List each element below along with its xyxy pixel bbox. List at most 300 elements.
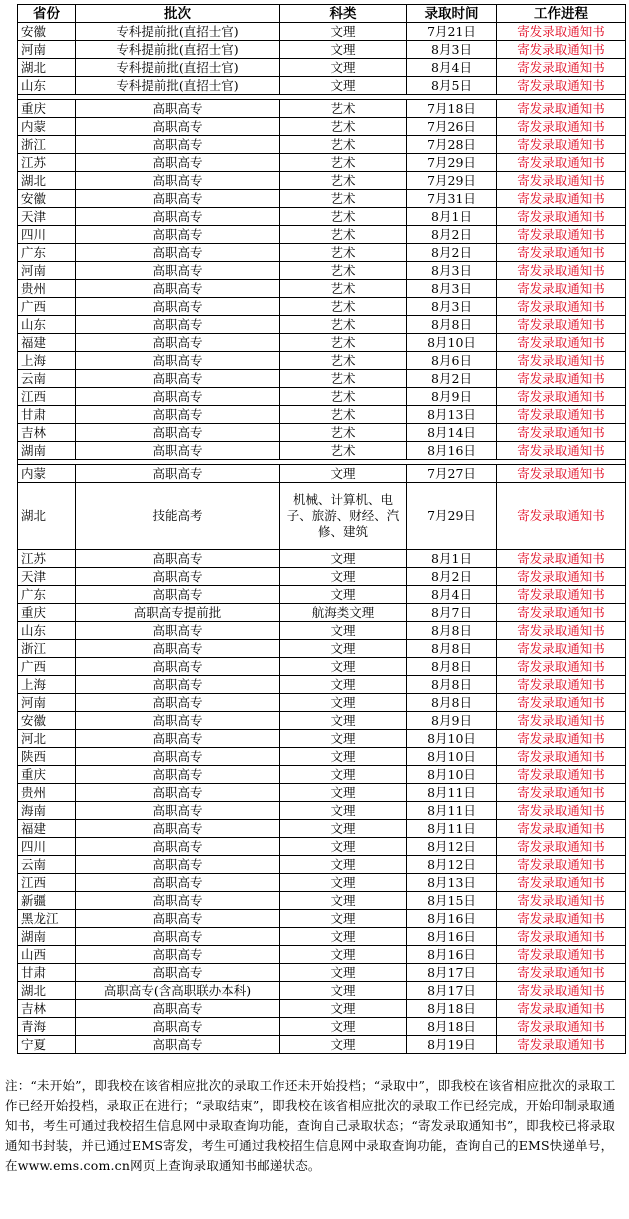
table-row bbox=[18, 1000, 626, 1018]
cell-batch: 高职高专 bbox=[76, 658, 280, 676]
cell-province: 内蒙 bbox=[18, 465, 76, 483]
cell-subject: 文理 bbox=[280, 1000, 407, 1018]
cell-subject: 艺术 bbox=[280, 136, 407, 154]
cell-batch: 高职高专 bbox=[76, 838, 280, 856]
table-row bbox=[18, 946, 626, 964]
cell-admission-date: 8月3日 bbox=[407, 280, 497, 298]
cell-batch: 专科提前批(直招士官) bbox=[76, 77, 280, 95]
cell-progress-status: 寄发录取通知书 bbox=[497, 622, 626, 640]
cell-subject: 艺术 bbox=[280, 424, 407, 442]
cell-admission-date: 8月13日 bbox=[407, 406, 497, 424]
cell-province: 河南 bbox=[18, 41, 76, 59]
cell-progress-status: 寄发录取通知书 bbox=[497, 946, 626, 964]
cell-admission-date: 8月3日 bbox=[407, 262, 497, 280]
table-row bbox=[18, 658, 626, 676]
table-row bbox=[18, 154, 626, 172]
cell-subject: 文理 bbox=[280, 910, 407, 928]
cell-subject: 文理 bbox=[280, 928, 407, 946]
cell-admission-date: 7月29日 bbox=[407, 172, 497, 190]
cell-province: 重庆 bbox=[18, 604, 76, 622]
cell-batch: 高职高专 bbox=[76, 784, 280, 802]
header-province: 省份 bbox=[18, 5, 76, 23]
cell-admission-date: 8月4日 bbox=[407, 59, 497, 77]
cell-progress-status: 寄发录取通知书 bbox=[497, 442, 626, 460]
cell-progress-status: 寄发录取通知书 bbox=[497, 550, 626, 568]
cell-progress-status: 寄发录取通知书 bbox=[497, 334, 626, 352]
table-row bbox=[18, 352, 626, 370]
cell-progress-status: 寄发录取通知书 bbox=[497, 100, 626, 118]
cell-subject: 艺术 bbox=[280, 118, 407, 136]
cell-admission-date: 8月7日 bbox=[407, 604, 497, 622]
cell-admission-date: 7月28日 bbox=[407, 136, 497, 154]
admission-table-container bbox=[17, 4, 625, 1054]
cell-province: 新疆 bbox=[18, 892, 76, 910]
header-progress: 工作进程 bbox=[497, 5, 626, 23]
cell-province: 广西 bbox=[18, 298, 76, 316]
cell-subject: 文理 bbox=[280, 658, 407, 676]
cell-province: 福建 bbox=[18, 334, 76, 352]
cell-progress-status: 寄发录取通知书 bbox=[497, 136, 626, 154]
cell-province: 广西 bbox=[18, 658, 76, 676]
cell-province: 四川 bbox=[18, 838, 76, 856]
cell-progress-status: 寄发录取通知书 bbox=[497, 586, 626, 604]
cell-subject: 文理 bbox=[280, 874, 407, 892]
table-row bbox=[18, 23, 626, 41]
table-row bbox=[18, 694, 626, 712]
cell-province: 广东 bbox=[18, 244, 76, 262]
cell-admission-date: 8月10日 bbox=[407, 748, 497, 766]
table-row bbox=[18, 1036, 626, 1054]
table-row bbox=[18, 244, 626, 262]
cell-province: 湖北 bbox=[18, 982, 76, 1000]
table-row bbox=[18, 820, 626, 838]
cell-progress-status: 寄发录取通知书 bbox=[497, 730, 626, 748]
cell-province: 湖南 bbox=[18, 442, 76, 460]
cell-province: 湖南 bbox=[18, 928, 76, 946]
cell-batch: 高职高专 bbox=[76, 244, 280, 262]
cell-progress-status: 寄发录取通知书 bbox=[497, 820, 626, 838]
cell-subject: 艺术 bbox=[280, 406, 407, 424]
cell-subject: 文理 bbox=[280, 712, 407, 730]
cell-batch: 高职高专 bbox=[76, 640, 280, 658]
cell-subject: 文理 bbox=[280, 1036, 407, 1054]
cell-province: 四川 bbox=[18, 226, 76, 244]
cell-admission-date: 8月18日 bbox=[407, 1018, 497, 1036]
cell-progress-status: 寄发录取通知书 bbox=[497, 1018, 626, 1036]
table-row bbox=[18, 334, 626, 352]
cell-batch: 高职高专 bbox=[76, 118, 280, 136]
cell-batch: 高职高专 bbox=[76, 964, 280, 982]
cell-batch: 高职高专 bbox=[76, 712, 280, 730]
cell-progress-status: 寄发录取通知书 bbox=[497, 298, 626, 316]
cell-admission-date: 8月16日 bbox=[407, 946, 497, 964]
cell-province: 重庆 bbox=[18, 766, 76, 784]
cell-province: 天津 bbox=[18, 208, 76, 226]
table-row bbox=[18, 730, 626, 748]
cell-admission-date: 8月14日 bbox=[407, 424, 497, 442]
cell-subject: 艺术 bbox=[280, 100, 407, 118]
cell-admission-date: 8月12日 bbox=[407, 838, 497, 856]
table-row bbox=[18, 172, 626, 190]
table-row bbox=[18, 41, 626, 59]
cell-progress-status: 寄发录取通知书 bbox=[497, 910, 626, 928]
cell-province: 吉林 bbox=[18, 424, 76, 442]
cell-progress-status: 寄发录取通知书 bbox=[497, 388, 626, 406]
cell-admission-date: 7月27日 bbox=[407, 465, 497, 483]
table-row bbox=[18, 874, 626, 892]
table-row bbox=[18, 712, 626, 730]
cell-subject: 艺术 bbox=[280, 298, 407, 316]
table-row bbox=[18, 892, 626, 910]
table-row bbox=[18, 964, 626, 982]
cell-province: 贵州 bbox=[18, 280, 76, 298]
table-row bbox=[18, 784, 626, 802]
cell-batch: 高职高专 bbox=[76, 766, 280, 784]
cell-batch: 高职高专 bbox=[76, 802, 280, 820]
cell-subject: 艺术 bbox=[280, 226, 407, 244]
cell-subject: 文理 bbox=[280, 465, 407, 483]
cell-batch: 高职高专 bbox=[76, 910, 280, 928]
cell-progress-status: 寄发录取通知书 bbox=[497, 118, 626, 136]
cell-progress-status: 寄发录取通知书 bbox=[497, 856, 626, 874]
table-row bbox=[18, 550, 626, 568]
cell-progress-status: 寄发录取通知书 bbox=[497, 59, 626, 77]
cell-province: 天津 bbox=[18, 568, 76, 586]
cell-admission-date: 8月8日 bbox=[407, 658, 497, 676]
cell-subject: 文理 bbox=[280, 784, 407, 802]
cell-progress-status: 寄发录取通知书 bbox=[497, 928, 626, 946]
cell-subject: 文理 bbox=[280, 892, 407, 910]
table-row bbox=[18, 910, 626, 928]
cell-progress-status: 寄发录取通知书 bbox=[497, 41, 626, 59]
table-row bbox=[18, 442, 626, 460]
cell-batch: 高职高专 bbox=[76, 172, 280, 190]
cell-progress-status: 寄发录取通知书 bbox=[497, 640, 626, 658]
cell-admission-date: 8月11日 bbox=[407, 820, 497, 838]
cell-province: 云南 bbox=[18, 856, 76, 874]
cell-admission-date: 8月16日 bbox=[407, 928, 497, 946]
table-row bbox=[18, 1018, 626, 1036]
cell-province: 内蒙 bbox=[18, 118, 76, 136]
cell-batch: 高职高专 bbox=[76, 892, 280, 910]
cell-province: 云南 bbox=[18, 370, 76, 388]
table-row bbox=[18, 856, 626, 874]
cell-province: 贵州 bbox=[18, 784, 76, 802]
cell-subject: 文理 bbox=[280, 802, 407, 820]
cell-progress-status: 寄发录取通知书 bbox=[497, 784, 626, 802]
cell-admission-date: 8月1日 bbox=[407, 208, 497, 226]
cell-progress-status: 寄发录取通知书 bbox=[497, 208, 626, 226]
table-row bbox=[18, 316, 626, 334]
cell-subject: 文理 bbox=[280, 982, 407, 1000]
cell-admission-date: 8月11日 bbox=[407, 802, 497, 820]
cell-subject: 文理 bbox=[280, 550, 407, 568]
cell-admission-date: 8月15日 bbox=[407, 892, 497, 910]
cell-subject: 艺术 bbox=[280, 262, 407, 280]
cell-progress-status: 寄发录取通知书 bbox=[497, 316, 626, 334]
cell-batch: 高职高专 bbox=[76, 100, 280, 118]
cell-progress-status: 寄发录取通知书 bbox=[497, 406, 626, 424]
table-row bbox=[18, 676, 626, 694]
table-row bbox=[18, 622, 626, 640]
cell-admission-date: 8月6日 bbox=[407, 352, 497, 370]
cell-batch: 高职高专 bbox=[76, 550, 280, 568]
cell-admission-date: 8月17日 bbox=[407, 964, 497, 982]
cell-progress-status: 寄发录取通知书 bbox=[497, 712, 626, 730]
cell-admission-date: 7月21日 bbox=[407, 23, 497, 41]
cell-progress-status: 寄发录取通知书 bbox=[497, 1036, 626, 1054]
cell-batch: 高职高专 bbox=[76, 874, 280, 892]
table-row bbox=[18, 59, 626, 77]
cell-province: 广东 bbox=[18, 586, 76, 604]
cell-progress-status: 寄发录取通知书 bbox=[497, 465, 626, 483]
cell-province: 湖北 bbox=[18, 483, 76, 550]
cell-province: 福建 bbox=[18, 820, 76, 838]
cell-admission-date: 8月1日 bbox=[407, 550, 497, 568]
cell-progress-status: 寄发录取通知书 bbox=[497, 172, 626, 190]
table-row bbox=[18, 370, 626, 388]
cell-progress-status: 寄发录取通知书 bbox=[497, 262, 626, 280]
cell-subject: 航海类文理 bbox=[280, 604, 407, 622]
table-row bbox=[18, 568, 626, 586]
cell-batch: 高职高专提前批 bbox=[76, 604, 280, 622]
cell-progress-status: 寄发录取通知书 bbox=[497, 154, 626, 172]
cell-subject: 文理 bbox=[280, 766, 407, 784]
cell-batch: 高职高专 bbox=[76, 946, 280, 964]
cell-province: 上海 bbox=[18, 676, 76, 694]
cell-admission-date: 8月3日 bbox=[407, 41, 497, 59]
cell-batch: 技能高考 bbox=[76, 483, 280, 550]
cell-province: 浙江 bbox=[18, 136, 76, 154]
cell-admission-date: 8月2日 bbox=[407, 370, 497, 388]
cell-batch: 高职高专 bbox=[76, 622, 280, 640]
cell-progress-status: 寄发录取通知书 bbox=[497, 604, 626, 622]
cell-admission-date: 8月4日 bbox=[407, 586, 497, 604]
cell-admission-date: 8月5日 bbox=[407, 77, 497, 95]
cell-province: 江苏 bbox=[18, 154, 76, 172]
cell-subject: 艺术 bbox=[280, 172, 407, 190]
cell-progress-status: 寄发录取通知书 bbox=[497, 676, 626, 694]
cell-batch: 高职高专 bbox=[76, 748, 280, 766]
cell-subject: 文理 bbox=[280, 820, 407, 838]
table-row bbox=[18, 748, 626, 766]
cell-batch: 高职高专 bbox=[76, 316, 280, 334]
cell-progress-status: 寄发录取通知书 bbox=[497, 1000, 626, 1018]
cell-progress-status: 寄发录取通知书 bbox=[497, 23, 626, 41]
cell-subject: 艺术 bbox=[280, 154, 407, 172]
cell-subject: 文理 bbox=[280, 77, 407, 95]
cell-batch: 高职高专 bbox=[76, 406, 280, 424]
cell-province: 江西 bbox=[18, 388, 76, 406]
cell-batch: 高职高专 bbox=[76, 208, 280, 226]
cell-subject: 文理 bbox=[280, 586, 407, 604]
cell-admission-date: 7月29日 bbox=[407, 483, 497, 550]
table-row bbox=[18, 118, 626, 136]
cell-province: 江苏 bbox=[18, 550, 76, 568]
cell-batch: 高职高专 bbox=[76, 730, 280, 748]
cell-province: 安徽 bbox=[18, 712, 76, 730]
cell-batch: 高职高专 bbox=[76, 388, 280, 406]
cell-subject: 艺术 bbox=[280, 208, 407, 226]
cell-province: 河北 bbox=[18, 730, 76, 748]
cell-province: 陕西 bbox=[18, 748, 76, 766]
table-row bbox=[18, 424, 626, 442]
cell-subject: 文理 bbox=[280, 748, 407, 766]
cell-batch: 高职高专 bbox=[76, 1018, 280, 1036]
cell-province: 海南 bbox=[18, 802, 76, 820]
cell-admission-date: 7月18日 bbox=[407, 100, 497, 118]
table-row bbox=[18, 280, 626, 298]
cell-province: 上海 bbox=[18, 352, 76, 370]
cell-subject: 文理 bbox=[280, 964, 407, 982]
cell-progress-status: 寄发录取通知书 bbox=[497, 568, 626, 586]
cell-subject: 文理 bbox=[280, 622, 407, 640]
cell-batch: 高职高专 bbox=[76, 262, 280, 280]
cell-progress-status: 寄发录取通知书 bbox=[497, 874, 626, 892]
cell-province: 山西 bbox=[18, 946, 76, 964]
cell-subject: 文理 bbox=[280, 41, 407, 59]
cell-admission-date: 8月2日 bbox=[407, 568, 497, 586]
cell-batch: 高职高专(含高职联办本科) bbox=[76, 982, 280, 1000]
cell-progress-status: 寄发录取通知书 bbox=[497, 982, 626, 1000]
cell-batch: 高职高专 bbox=[76, 226, 280, 244]
cell-progress-status: 寄发录取通知书 bbox=[497, 658, 626, 676]
cell-subject: 文理 bbox=[280, 568, 407, 586]
cell-progress-status: 寄发录取通知书 bbox=[497, 838, 626, 856]
cell-batch: 高职高专 bbox=[76, 820, 280, 838]
table-row bbox=[18, 388, 626, 406]
table-row bbox=[18, 226, 626, 244]
cell-progress-status: 寄发录取通知书 bbox=[497, 280, 626, 298]
cell-progress-status: 寄发录取通知书 bbox=[497, 77, 626, 95]
cell-progress-status: 寄发录取通知书 bbox=[497, 892, 626, 910]
cell-subject: 文理 bbox=[280, 730, 407, 748]
cell-province: 重庆 bbox=[18, 100, 76, 118]
cell-province: 吉林 bbox=[18, 1000, 76, 1018]
table-row bbox=[18, 208, 626, 226]
cell-progress-status: 寄发录取通知书 bbox=[497, 694, 626, 712]
cell-batch: 高职高专 bbox=[76, 370, 280, 388]
cell-batch: 高职高专 bbox=[76, 928, 280, 946]
cell-admission-date: 8月2日 bbox=[407, 244, 497, 262]
cell-admission-date: 8月18日 bbox=[407, 1000, 497, 1018]
cell-progress-status: 寄发录取通知书 bbox=[497, 370, 626, 388]
table-row bbox=[18, 298, 626, 316]
cell-province: 安徽 bbox=[18, 23, 76, 41]
cell-admission-date: 8月11日 bbox=[407, 784, 497, 802]
table-row bbox=[18, 586, 626, 604]
header-admission-date: 录取时间 bbox=[407, 5, 497, 23]
cell-admission-date: 8月2日 bbox=[407, 226, 497, 244]
cell-batch: 高职高专 bbox=[76, 190, 280, 208]
table-row bbox=[18, 190, 626, 208]
cell-progress-status: 寄发录取通知书 bbox=[497, 802, 626, 820]
cell-batch: 专科提前批(直招士官) bbox=[76, 59, 280, 77]
footnote: 注：“未开始”，即我校在该省相应批次的录取工作还未开始投档；“录取中”，即我校在该省相应批次的录取工作已经开始投档，录取正在进行；“录取结束”，即我校在该省相应批次的录取工作已经完成，开始印制录取通知书，考生可通过我校招生信息网中录取查询功能，查询自己录取状态；“寄发录取通知书”，即我校已将录取通知书封装，并已通过EMS寄发，考生可通过我校招生信息网中录取查询功能，查询自己的EMS快递单号，在www.ems.com.cn网页上查询录取通知书邮递状态。 bbox=[5, 1078, 616, 1173]
cell-batch: 高职高专 bbox=[76, 352, 280, 370]
cell-province: 安徽 bbox=[18, 190, 76, 208]
cell-batch: 高职高专 bbox=[76, 856, 280, 874]
cell-batch: 高职高专 bbox=[76, 1000, 280, 1018]
cell-batch: 高职高专 bbox=[76, 442, 280, 460]
cell-admission-date: 8月8日 bbox=[407, 676, 497, 694]
table-row bbox=[18, 766, 626, 784]
table-row bbox=[18, 262, 626, 280]
cell-subject: 文理 bbox=[280, 1018, 407, 1036]
cell-admission-date: 8月8日 bbox=[407, 694, 497, 712]
cell-batch: 高职高专 bbox=[76, 568, 280, 586]
cell-province: 湖北 bbox=[18, 172, 76, 190]
cell-province: 山东 bbox=[18, 77, 76, 95]
table-row bbox=[18, 640, 626, 658]
table-row bbox=[18, 483, 626, 550]
cell-progress-status: 寄发录取通知书 bbox=[497, 352, 626, 370]
cell-subject: 艺术 bbox=[280, 442, 407, 460]
table-row bbox=[18, 604, 626, 622]
cell-province: 江西 bbox=[18, 874, 76, 892]
cell-subject: 文理 bbox=[280, 838, 407, 856]
cell-province: 浙江 bbox=[18, 640, 76, 658]
cell-province: 甘肃 bbox=[18, 406, 76, 424]
cell-admission-date: 8月16日 bbox=[407, 910, 497, 928]
cell-batch: 专科提前批(直招士官) bbox=[76, 41, 280, 59]
cell-progress-status: 寄发录取通知书 bbox=[497, 483, 626, 550]
cell-admission-date: 8月8日 bbox=[407, 316, 497, 334]
cell-admission-date: 8月16日 bbox=[407, 442, 497, 460]
cell-batch: 高职高专 bbox=[76, 280, 280, 298]
cell-admission-date: 7月26日 bbox=[407, 118, 497, 136]
cell-province: 黑龙江 bbox=[18, 910, 76, 928]
cell-admission-date: 8月8日 bbox=[407, 640, 497, 658]
cell-admission-date: 8月10日 bbox=[407, 730, 497, 748]
table-row bbox=[18, 982, 626, 1000]
cell-admission-date: 8月9日 bbox=[407, 388, 497, 406]
cell-subject: 文理 bbox=[280, 694, 407, 712]
table-header-row bbox=[18, 5, 626, 23]
cell-subject: 艺术 bbox=[280, 280, 407, 298]
cell-admission-date: 8月3日 bbox=[407, 298, 497, 316]
cell-admission-date: 8月10日 bbox=[407, 334, 497, 352]
cell-province: 甘肃 bbox=[18, 964, 76, 982]
cell-progress-status: 寄发录取通知书 bbox=[497, 424, 626, 442]
cell-province: 湖北 bbox=[18, 59, 76, 77]
cell-batch: 高职高专 bbox=[76, 136, 280, 154]
header-batch: 批次 bbox=[76, 5, 280, 23]
cell-batch: 高职高专 bbox=[76, 586, 280, 604]
cell-admission-date: 8月17日 bbox=[407, 982, 497, 1000]
cell-subject: 文理 bbox=[280, 856, 407, 874]
table-row bbox=[18, 136, 626, 154]
cell-progress-status: 寄发录取通知书 bbox=[497, 766, 626, 784]
cell-batch: 高职高专 bbox=[76, 154, 280, 172]
cell-subject: 文理 bbox=[280, 946, 407, 964]
cell-admission-date: 7月31日 bbox=[407, 190, 497, 208]
table-row bbox=[18, 77, 626, 95]
table-row bbox=[18, 100, 626, 118]
table-row bbox=[18, 838, 626, 856]
cell-admission-date: 8月8日 bbox=[407, 622, 497, 640]
cell-batch: 高职高专 bbox=[76, 1036, 280, 1054]
cell-batch: 高职高专 bbox=[76, 298, 280, 316]
cell-admission-date: 8月19日 bbox=[407, 1036, 497, 1054]
cell-batch: 高职高专 bbox=[76, 465, 280, 483]
admission-table bbox=[17, 4, 626, 1054]
cell-progress-status: 寄发录取通知书 bbox=[497, 190, 626, 208]
cell-subject: 艺术 bbox=[280, 316, 407, 334]
cell-admission-date: 8月9日 bbox=[407, 712, 497, 730]
table-row bbox=[18, 802, 626, 820]
cell-admission-date: 8月10日 bbox=[407, 766, 497, 784]
